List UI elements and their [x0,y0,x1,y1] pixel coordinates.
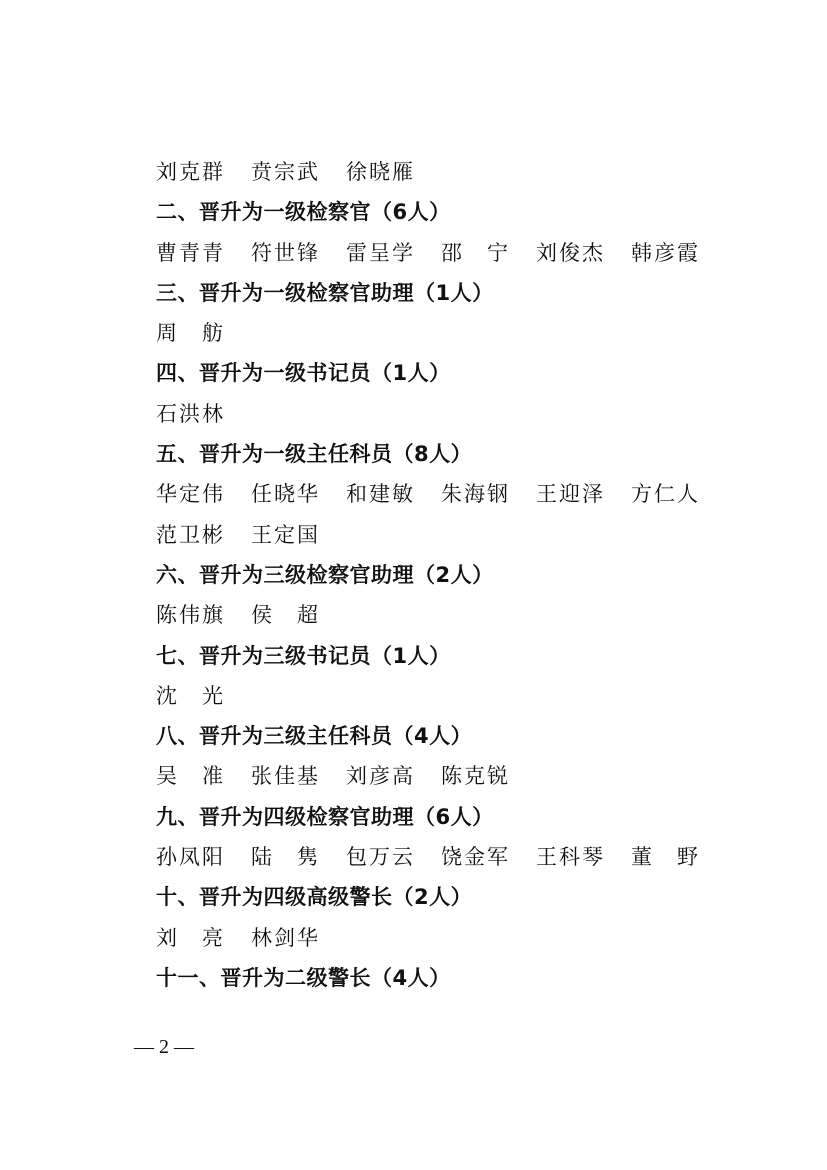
name-row [156,515,716,555]
person-name: 王迎泽 [536,482,605,507]
section-heading: 三、晋升为一级检察官助理（1人） [156,280,494,305]
name-row [156,152,716,192]
section-heading: 七、晋升为三级书记员（1人） [156,643,451,668]
section-heading: 十、晋升为四级高级警长（2人） [156,885,473,910]
page-number: — 2 — [134,1036,194,1058]
person-name: 徐晓雁 [346,160,415,184]
person-name: 和建敏 [346,482,415,507]
person-name: 刘 亮 [156,925,225,950]
person-name: 陆 隽 [251,845,320,870]
person-name: 王定国 [251,522,320,547]
person-name: 曹青青 [156,240,225,265]
name-row [156,676,716,716]
person-name: 沈 光 [156,683,225,708]
person-name: 华定伟 [156,482,225,507]
person-name: 刘俊杰 [536,240,605,265]
person-name: 陈伟旗 [156,603,225,628]
person-name: 张佳基 [251,764,320,789]
section-heading: 八、晋升为三级主任科员（4人） [156,724,473,749]
person-name: 林剑华 [251,925,320,950]
person-name: 饶金军 [441,845,510,870]
person-name: 陈克锐 [441,764,510,789]
person-name: 董 野 [631,845,700,870]
person-name: 雷呈学 [346,240,415,265]
person-name: 朱海钢 [441,482,510,507]
name-row [156,756,716,796]
name-row [156,474,716,514]
section-heading: 二、晋升为一级检察官（6人） [156,200,451,225]
section-heading: 六、晋升为三级检察官助理（2人） [156,562,494,587]
section-heading: 九、晋升为四级检察官助理（6人） [156,804,494,829]
person-name: 符世锋 [251,240,320,265]
name-row [156,595,716,635]
name-row [156,313,716,353]
person-name: 刘克群 [156,160,225,184]
section-heading: 十一、晋升为二级警长（4人） [156,965,451,990]
person-name: 韩彦霞 [631,240,700,265]
person-name: 范卫彬 [156,522,225,547]
person-name: 周 舫 [156,321,225,346]
document-body [156,152,716,998]
name-row [156,918,716,958]
section-heading: 四、晋升为一级书记员（1人） [156,361,451,386]
section-heading: 五、晋升为一级主任科员（8人） [156,442,473,467]
person-name: 包万云 [346,845,415,870]
person-name: 任晓华 [251,482,320,507]
person-name: 邵 宁 [441,240,510,265]
person-name: 贲宗武 [251,160,320,184]
name-row [156,394,716,434]
person-name: 侯 超 [251,603,320,628]
person-name: 王科琴 [536,845,605,870]
person-name: 吴 准 [156,764,225,789]
person-name: 石洪林 [156,401,225,426]
name-row [156,233,716,273]
name-row [156,837,716,877]
person-name: 孙凤阳 [156,845,225,870]
person-name: 刘彦高 [346,764,415,789]
person-name: 方仁人 [631,482,700,507]
